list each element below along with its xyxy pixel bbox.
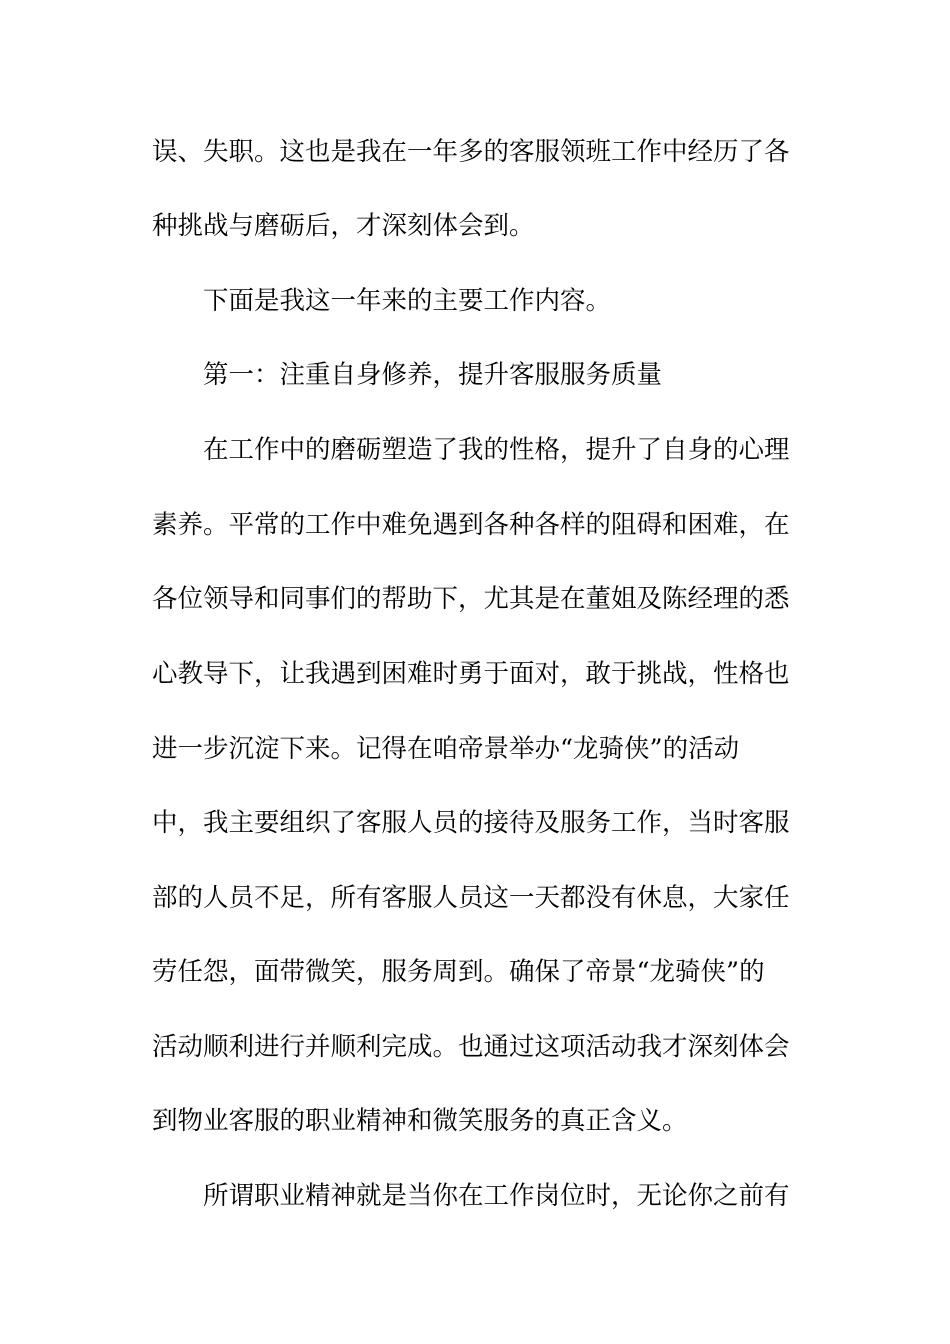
paragraph-line: 劳任怨，面带微笑，服务周到。确保了帝景“龙骑侠”的 bbox=[152, 957, 765, 987]
paragraph-line: 误、失职。这也是我在一年多的客服领班工作中经历了各 bbox=[152, 137, 790, 167]
paragraph-line: 心教导下，让我遇到困难时勇于面对，敢于挑战，性格也 bbox=[152, 659, 790, 689]
paragraph-line: 在工作中的磨砺塑造了我的性格，提升了自身的心理 bbox=[203, 435, 790, 465]
paragraph-line: 到物业客服的职业精神和微笑服务的真正含义。 bbox=[152, 1106, 688, 1136]
paragraph-line: 部的人员不足，所有客服人员这一天都没有休息，大家任 bbox=[152, 883, 790, 913]
paragraph-line: 活动顺利进行并顺利完成。也通过这项活动我才深刻体会 bbox=[152, 1032, 790, 1062]
paragraph-line: 种挑战与磨砺后，才深刻体会到。 bbox=[152, 211, 535, 241]
paragraph-line: 所谓职业精神就是当你在工作岗位时，无论你之前有 bbox=[203, 1181, 790, 1211]
paragraph-line: 素养。平常的工作中难免遇到各种各样的阻碍和困难，在 bbox=[152, 510, 790, 540]
paragraph-line: 各位领导和同事们的帮助下，尤其是在董姐及陈经理的悉 bbox=[152, 584, 790, 614]
paragraph-line: 进一步沉淀下来。记得在咱帝景举办“龙骑侠”的活动 bbox=[152, 734, 740, 764]
paragraph-line: 下面是我这一年来的主要工作内容。 bbox=[203, 286, 612, 316]
section-heading: 第一：注重自身修养，提升客服服务质量 bbox=[203, 360, 663, 390]
paragraph-line: 中，我主要组织了客服人员的接待及服务工作，当时客服 bbox=[152, 808, 790, 838]
